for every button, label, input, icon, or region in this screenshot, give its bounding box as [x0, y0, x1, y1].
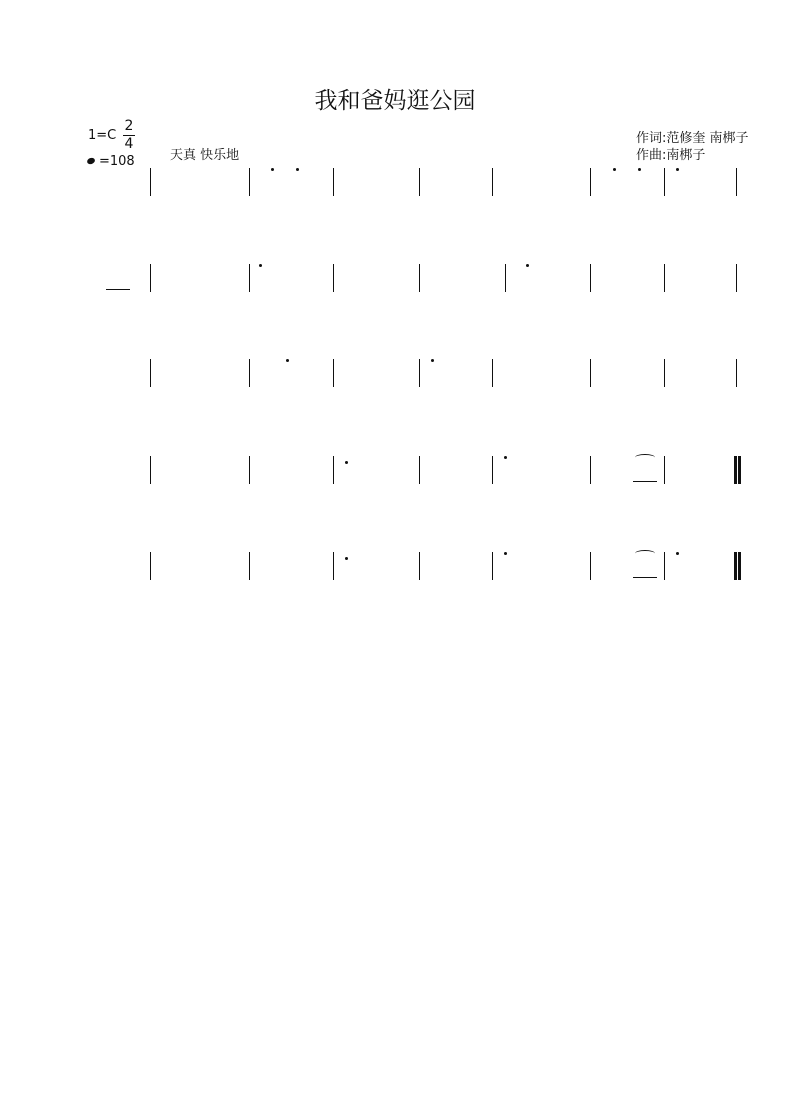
bar-line — [590, 168, 591, 196]
bar-line — [590, 456, 591, 484]
bar-line — [590, 552, 591, 580]
lyricist-credit: 作词:范修奎 南梆子 — [636, 131, 749, 146]
time-signature — [121, 118, 137, 153]
bar-line — [590, 359, 591, 387]
bar-line — [419, 168, 420, 196]
bar-line — [150, 456, 151, 484]
bar-line — [419, 359, 420, 387]
bar-line — [664, 264, 665, 292]
bar-line — [492, 552, 493, 580]
eighth-underline — [106, 289, 130, 290]
tempo-marking: =108 — [99, 154, 135, 169]
bar-line — [664, 552, 665, 580]
time-signature-top: 2 — [124, 118, 134, 134]
page-title: 我和爸妈逛公园 — [314, 88, 476, 114]
bar-line — [664, 359, 665, 387]
bar-line — [492, 168, 493, 196]
bar-line — [419, 552, 420, 580]
bar-line — [249, 264, 250, 292]
time-signature-bottom: 4 — [124, 136, 134, 152]
bar-line — [419, 264, 420, 292]
bar-line — [333, 168, 334, 196]
bar-line — [419, 456, 420, 484]
quarter-note-icon — [86, 157, 96, 165]
bar-line — [492, 359, 493, 387]
bar-line — [333, 552, 334, 580]
bar-line — [492, 456, 493, 484]
bar-line — [736, 168, 737, 196]
expression-marking: 天真 快乐地 — [170, 148, 240, 163]
slur-arc — [635, 550, 655, 557]
composer-credit: 作曲:南梆子 — [636, 148, 706, 163]
bar-line — [333, 456, 334, 484]
bar-line — [150, 264, 151, 292]
bar-line — [249, 168, 250, 196]
bar-line — [150, 552, 151, 580]
final-bar-line — [734, 552, 737, 580]
bar-line — [590, 264, 591, 292]
key-signature: 1=C — [88, 128, 117, 143]
eighth-underline — [633, 481, 657, 482]
bar-line — [249, 456, 250, 484]
eighth-underline — [633, 577, 657, 578]
bar-line — [664, 456, 665, 484]
bar-line — [333, 264, 334, 292]
bar-line — [505, 264, 506, 292]
bar-line — [736, 264, 737, 292]
final-bar-line — [734, 456, 737, 484]
bar-line — [150, 359, 151, 387]
final-bar-line — [738, 552, 741, 580]
bar-line — [333, 359, 334, 387]
bar-line — [664, 168, 665, 196]
bar-line — [150, 168, 151, 196]
bar-line — [249, 359, 250, 387]
slur-arc — [635, 454, 655, 461]
bar-line — [249, 552, 250, 580]
final-bar-line — [738, 456, 741, 484]
bar-line — [736, 359, 737, 387]
